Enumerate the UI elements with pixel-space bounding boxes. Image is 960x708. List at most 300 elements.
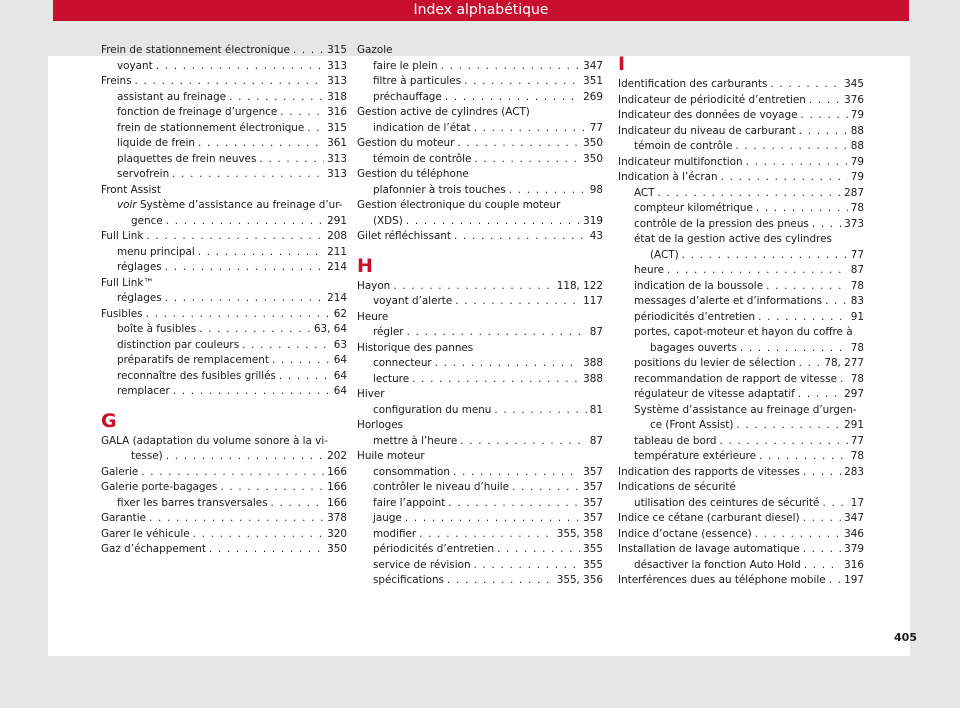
entry-label: ce (Front Assist) xyxy=(650,419,734,431)
index-subentry xyxy=(101,105,347,121)
entry-label: indication de la boussole xyxy=(634,279,764,292)
entry-label: boîte à fusibles xyxy=(117,323,197,335)
index-entry xyxy=(618,124,864,140)
index-subentry xyxy=(357,90,603,106)
entry-label: utilisation des ceintures de sécurité xyxy=(634,496,820,509)
page-reference: 315 xyxy=(327,44,347,56)
entry-label: Gilet réfléchissant xyxy=(357,230,452,242)
index-subentry xyxy=(101,291,347,307)
index-subentry xyxy=(101,260,347,276)
leader-dots xyxy=(497,542,580,558)
page-reference: 355 xyxy=(583,558,603,571)
entry-label: mettre à l’heure xyxy=(373,434,458,447)
index-entry xyxy=(357,418,603,434)
index-subentry xyxy=(101,167,347,183)
leader-dots xyxy=(822,496,847,512)
page-reference: 202 xyxy=(327,450,347,462)
entry-label: connecteur xyxy=(373,357,432,369)
page-reference: 208 xyxy=(327,230,347,242)
leader-dots xyxy=(435,356,580,372)
page-reference: 350 xyxy=(327,543,347,555)
index-subentry xyxy=(101,496,347,512)
index-subentry xyxy=(101,322,347,338)
leader-dots xyxy=(199,322,311,338)
leader-dots xyxy=(756,201,848,217)
leader-dots xyxy=(407,325,587,341)
index-entry xyxy=(357,229,603,245)
page-reference: 79 xyxy=(850,155,864,168)
entry-label: ACT xyxy=(634,186,655,199)
leader-dots xyxy=(272,353,331,369)
page-reference: 316 xyxy=(844,558,864,571)
index-entry xyxy=(618,77,864,93)
index-subentry xyxy=(101,353,347,369)
entry-label: plaquettes de frein neuves xyxy=(117,152,257,165)
page-reference: 319 xyxy=(583,214,603,227)
index-entry xyxy=(357,341,603,357)
leader-dots xyxy=(271,496,325,512)
page-reference: 320 xyxy=(327,527,347,540)
entry-label: Indice d’octane (essence) xyxy=(618,527,752,540)
section-letter: I xyxy=(618,53,626,75)
index-subentry xyxy=(101,338,347,354)
page-reference: 79 xyxy=(850,171,864,183)
leader-dots xyxy=(279,369,331,385)
index-entry xyxy=(101,511,347,527)
page-reference: 316 xyxy=(327,106,347,118)
index-entry xyxy=(101,74,347,90)
entry-label: Galerie porte-bagages xyxy=(101,481,218,493)
index-entry xyxy=(618,511,864,527)
index-subentry xyxy=(618,558,864,574)
page-reference: 313 xyxy=(327,168,347,180)
index-subentry xyxy=(101,198,347,214)
section-letter: H xyxy=(357,254,373,277)
index-subentry xyxy=(618,186,864,202)
entry-label: Galerie xyxy=(101,465,139,478)
leader-dots xyxy=(770,77,841,93)
page-reference: 269 xyxy=(583,90,603,103)
index-subentry xyxy=(101,384,347,400)
leader-dots xyxy=(280,105,324,121)
entry-label: Indicateur multifonction xyxy=(618,155,743,168)
page-reference: 355, 358 xyxy=(556,527,603,540)
entry-label: consommation xyxy=(373,465,450,478)
entry-label: témoin de contrôle xyxy=(634,140,733,152)
entry-label: plafonnier à trois touches xyxy=(373,183,506,196)
index-entry xyxy=(357,105,603,121)
leader-dots xyxy=(799,124,848,140)
index-subentry xyxy=(101,152,347,168)
index-entry xyxy=(101,542,347,558)
index-subentry xyxy=(357,183,603,199)
index-subentry xyxy=(357,152,603,168)
leader-dots xyxy=(720,434,848,450)
index-subentry xyxy=(357,496,603,512)
entry-label: modifier xyxy=(373,527,417,540)
leader-dots xyxy=(419,527,554,543)
entry-label: Identification des carburants xyxy=(618,78,768,90)
entry-label: périodicités d’entretien xyxy=(373,543,495,555)
index-subentry xyxy=(357,294,603,310)
leader-dots xyxy=(721,170,848,186)
index-entry xyxy=(357,43,603,59)
index-entry xyxy=(357,279,603,295)
page-reference: 64 xyxy=(333,369,347,382)
leader-dots xyxy=(149,511,324,527)
index-subentry xyxy=(618,356,864,372)
index-entry xyxy=(101,43,347,59)
entry-label: GALA (adaptation du volume sonore à la vi- xyxy=(101,434,328,447)
index-subentry xyxy=(618,294,864,310)
entry-label: remplacer xyxy=(117,385,170,397)
index-entry xyxy=(357,136,603,152)
leader-dots xyxy=(209,542,324,558)
entry-label: Indice ce cétane (carburant diesel) xyxy=(618,512,800,524)
index-subentry xyxy=(357,325,603,341)
entry-label: Installation de lavage automatique xyxy=(618,543,800,555)
entry-label: Front Assist xyxy=(101,183,161,196)
leader-dots xyxy=(172,167,324,183)
page-reference: 376 xyxy=(844,93,864,106)
leader-dots xyxy=(259,152,324,168)
page-reference: 214 xyxy=(327,261,347,273)
page-reference: 350 xyxy=(583,152,603,165)
index-entry xyxy=(101,307,347,323)
entry-label: Gestion active de cylindres (ACT) xyxy=(357,106,530,118)
page-reference: 287 xyxy=(844,186,864,199)
page-reference: 388 xyxy=(583,357,603,369)
entry-label: Fusibles xyxy=(101,307,143,320)
page-reference: 373 xyxy=(844,217,864,230)
index-subentry xyxy=(618,418,864,434)
page-reference: 357 xyxy=(583,465,603,478)
page-reference: 78 xyxy=(850,341,864,354)
leader-dots xyxy=(809,93,841,109)
entry-label: préchauffage xyxy=(373,90,442,103)
index-subentry xyxy=(618,325,864,341)
leader-dots xyxy=(803,542,842,558)
index-entry xyxy=(618,542,864,558)
index-subentry xyxy=(357,511,603,527)
entry-label: reconnaître des fusibles grillés xyxy=(117,369,276,382)
index-subentry xyxy=(618,310,864,326)
leader-dots xyxy=(803,465,841,481)
index-subentry xyxy=(101,121,347,137)
leader-dots xyxy=(166,214,324,230)
leader-dots xyxy=(682,248,848,264)
page-number: 405 xyxy=(894,631,917,644)
index-subentry xyxy=(618,403,864,419)
entry-label: voyant xyxy=(117,59,153,72)
page-reference: 313 xyxy=(327,75,347,87)
page-reference: 214 xyxy=(327,292,347,304)
page-reference: 17 xyxy=(850,496,864,509)
page-reference: 118, 122 xyxy=(556,279,603,292)
index-subentry xyxy=(357,121,603,137)
page-reference: 350 xyxy=(583,137,603,149)
page-reference: 83 xyxy=(850,295,864,307)
page-reference: 345 xyxy=(844,78,864,90)
leader-dots xyxy=(803,511,842,527)
entry-label: tableau de bord xyxy=(634,434,717,447)
leader-dots xyxy=(242,338,331,354)
entry-label: Huile moteur xyxy=(357,450,425,462)
entry-label: Indicateur des données de voyage xyxy=(618,109,798,121)
leader-dots xyxy=(798,387,841,403)
entry-label: distinction par couleurs xyxy=(117,338,240,351)
leader-dots xyxy=(735,139,847,155)
index-subentry xyxy=(357,214,603,230)
entry-label: (XDS) xyxy=(373,214,403,227)
index-entry xyxy=(101,480,347,496)
page-reference: 78 xyxy=(850,279,864,292)
index-subentry xyxy=(357,372,603,388)
entry-label: préparatifs de remplacement xyxy=(117,354,269,366)
entry-label: Gazole xyxy=(357,44,393,56)
page-reference: 313 xyxy=(327,59,347,72)
entry-label: Garer le véhicule xyxy=(101,527,190,540)
page-reference: 357 xyxy=(583,496,603,509)
leader-dots xyxy=(307,121,324,137)
page-reference: 291 xyxy=(844,419,864,431)
page-reference: 78, 277 xyxy=(824,357,864,369)
index-entry xyxy=(618,93,864,109)
index-subentry xyxy=(618,372,864,388)
entry-label: assistant au freinage xyxy=(117,90,227,103)
leader-dots xyxy=(509,183,587,199)
page-reference: 64 xyxy=(333,354,347,366)
page-reference: 379 xyxy=(844,543,864,555)
leader-dots xyxy=(658,186,842,202)
entry-label: fixer les barres transversales xyxy=(117,496,268,509)
entry-label: Gestion électronique du couple moteur xyxy=(357,199,561,211)
index-subentry xyxy=(101,369,347,385)
index-subentry xyxy=(357,59,603,75)
entry-label: spécifications xyxy=(373,574,444,586)
leader-dots xyxy=(736,418,841,434)
leader-dots xyxy=(293,43,324,59)
page-reference: 283 xyxy=(844,465,864,478)
entry-label: filtre à particules xyxy=(373,75,462,87)
section-letter: G xyxy=(101,409,117,432)
page-reference: 388 xyxy=(583,372,603,385)
entry-label: tesse) xyxy=(131,450,163,462)
leader-dots xyxy=(812,217,841,233)
page-reference: 166 xyxy=(327,496,347,509)
page-reference: 87 xyxy=(589,326,603,338)
entry-label: liquide de frein xyxy=(117,137,195,149)
index-subentry xyxy=(101,245,347,261)
leader-dots xyxy=(193,527,325,543)
page-reference: 62 xyxy=(333,307,347,320)
leader-dots xyxy=(667,263,848,279)
page-reference: 63, 64 xyxy=(313,323,347,335)
page-reference: 313 xyxy=(327,152,347,165)
page-reference: 355 xyxy=(583,543,603,555)
page-reference: 78 xyxy=(850,372,864,385)
leader-dots xyxy=(146,229,324,245)
index-entry xyxy=(101,527,347,543)
leader-dots xyxy=(405,511,580,527)
entry-label: indication de l’état xyxy=(373,121,471,134)
page-reference: 79 xyxy=(850,109,864,121)
entry-label: fonction de freinage d’urgence xyxy=(117,106,278,118)
entry-label: positions du levier de sélection xyxy=(634,357,796,369)
page-reference: 78 xyxy=(850,202,864,214)
leader-dots xyxy=(412,372,580,388)
index-subentry xyxy=(357,480,603,496)
leader-dots xyxy=(474,121,587,137)
leader-dots xyxy=(453,465,580,481)
index-entry xyxy=(101,183,347,199)
entry-label: état de la gestion active des cylindres xyxy=(634,233,832,245)
leader-dots xyxy=(441,59,581,75)
page-reference: 77 xyxy=(589,121,603,134)
index-subentry xyxy=(618,434,864,450)
entry-label: configuration du menu xyxy=(373,403,492,416)
entry-label: faire le plein xyxy=(373,59,438,72)
leader-dots xyxy=(156,59,324,75)
entry-label: Indication des rapports de vitesses xyxy=(618,465,800,478)
entry-label: Garantie xyxy=(101,512,146,524)
index-entry xyxy=(618,480,864,496)
leader-dots xyxy=(445,90,580,106)
entry-label: contrôle de la pression des pneus xyxy=(634,217,809,230)
entry-label: température extérieure xyxy=(634,450,757,462)
page-reference: 91 xyxy=(850,310,864,323)
page-reference: 43 xyxy=(589,230,603,242)
page-reference: 117 xyxy=(583,295,603,307)
index-entry xyxy=(101,229,347,245)
entry-label: périodicités d’entretien xyxy=(634,310,756,323)
entry-label: Freins xyxy=(101,75,132,87)
page-reference: 357 xyxy=(583,512,603,524)
entry-label: régler xyxy=(373,326,404,338)
index-subentry xyxy=(101,449,347,465)
leader-dots xyxy=(457,136,580,152)
page-reference: 297 xyxy=(844,388,864,400)
entry-label: Full Link™ xyxy=(101,276,154,289)
entry-label: Hiver xyxy=(357,388,385,400)
leader-dots xyxy=(474,558,581,574)
entry-label: (ACT) xyxy=(650,248,679,261)
index-subentry xyxy=(618,387,864,403)
leader-dots xyxy=(755,527,842,543)
entry-label: portes, capot-moteur et hayon du coffre à xyxy=(634,326,853,338)
page-reference: 197 xyxy=(844,574,864,586)
index-subentry xyxy=(101,59,347,75)
page-reference: 166 xyxy=(327,481,347,493)
leader-dots xyxy=(766,279,848,295)
page-reference: 315 xyxy=(327,121,347,134)
page-reference: 77 xyxy=(850,248,864,261)
entry-label: Horloges xyxy=(357,419,404,431)
entry-label: réglages xyxy=(117,261,162,273)
page-reference: 355, 356 xyxy=(556,574,603,586)
leader-dots xyxy=(198,245,324,261)
page-reference: 357 xyxy=(583,481,603,493)
entry-label: réglages xyxy=(117,292,162,304)
entry-label: Indications de sécurité xyxy=(618,481,736,493)
entry-label: messages d’alerte et d’informations xyxy=(634,295,823,307)
leader-dots xyxy=(840,372,848,388)
page-reference: 87 xyxy=(589,434,603,447)
index-subentry xyxy=(618,496,864,512)
entry-label: désactiver la fonction Auto Hold xyxy=(634,558,801,571)
entry-label: Interférences dues au téléphone mobile xyxy=(618,574,826,586)
entry-label: Heure xyxy=(357,310,389,323)
leader-dots xyxy=(165,291,324,307)
page-reference: 291 xyxy=(327,214,347,227)
leader-dots xyxy=(455,294,580,310)
entry-label: Gaz d’échappement xyxy=(101,543,206,555)
index-subentry xyxy=(357,527,603,543)
page-reference: 318 xyxy=(327,90,347,103)
leader-dots xyxy=(804,558,841,574)
index-subentry xyxy=(618,248,864,264)
leader-dots xyxy=(759,449,848,465)
entry-label: menu principal xyxy=(117,245,195,258)
index-subentry xyxy=(357,542,603,558)
page-reference: 98 xyxy=(589,183,603,196)
index-subentry xyxy=(357,356,603,372)
page-reference: 64 xyxy=(333,385,347,397)
page-reference: 347 xyxy=(844,512,864,524)
index-entry xyxy=(618,465,864,481)
index-entry xyxy=(101,276,347,292)
index-subentry xyxy=(618,232,864,248)
index-entry xyxy=(101,434,347,450)
leader-dots xyxy=(198,136,324,152)
index-subentry xyxy=(357,465,603,481)
page-reference: 347 xyxy=(583,59,603,72)
leader-dots xyxy=(406,214,580,230)
see-also-prefix: voir xyxy=(117,199,137,211)
leader-dots xyxy=(454,229,587,245)
page-title: Index alphabétique xyxy=(53,0,909,21)
entry-label: Hayon xyxy=(357,279,391,292)
index-entry xyxy=(357,198,603,214)
leader-dots xyxy=(799,356,822,372)
entry-label: Gestion du téléphone xyxy=(357,168,469,180)
leader-dots xyxy=(494,403,586,419)
index-subentry xyxy=(101,214,347,230)
index-entry xyxy=(357,449,603,465)
page-reference: 378 xyxy=(327,512,347,524)
leader-dots xyxy=(393,279,553,295)
leader-dots xyxy=(758,310,848,326)
index-entry xyxy=(618,573,864,589)
leader-dots xyxy=(448,496,580,512)
page-reference: 88 xyxy=(850,140,864,152)
page-reference: 346 xyxy=(844,527,864,540)
index-entry xyxy=(101,465,347,481)
entry-label: recommandation de rapport de vitesse xyxy=(634,372,838,385)
entry-label: gence xyxy=(131,214,163,227)
index-entry xyxy=(357,167,603,183)
leader-dots xyxy=(165,260,324,276)
leader-dots xyxy=(220,480,324,496)
leader-dots xyxy=(746,155,848,171)
leader-dots xyxy=(512,480,580,496)
entry-label: témoin de contrôle xyxy=(373,152,472,165)
entry-label: Gestion du moteur xyxy=(357,137,455,149)
entry-label: Historique des pannes xyxy=(357,341,474,354)
index-subentry xyxy=(101,136,347,152)
leader-dots xyxy=(825,294,848,310)
entry-label: servofrein xyxy=(117,168,170,180)
